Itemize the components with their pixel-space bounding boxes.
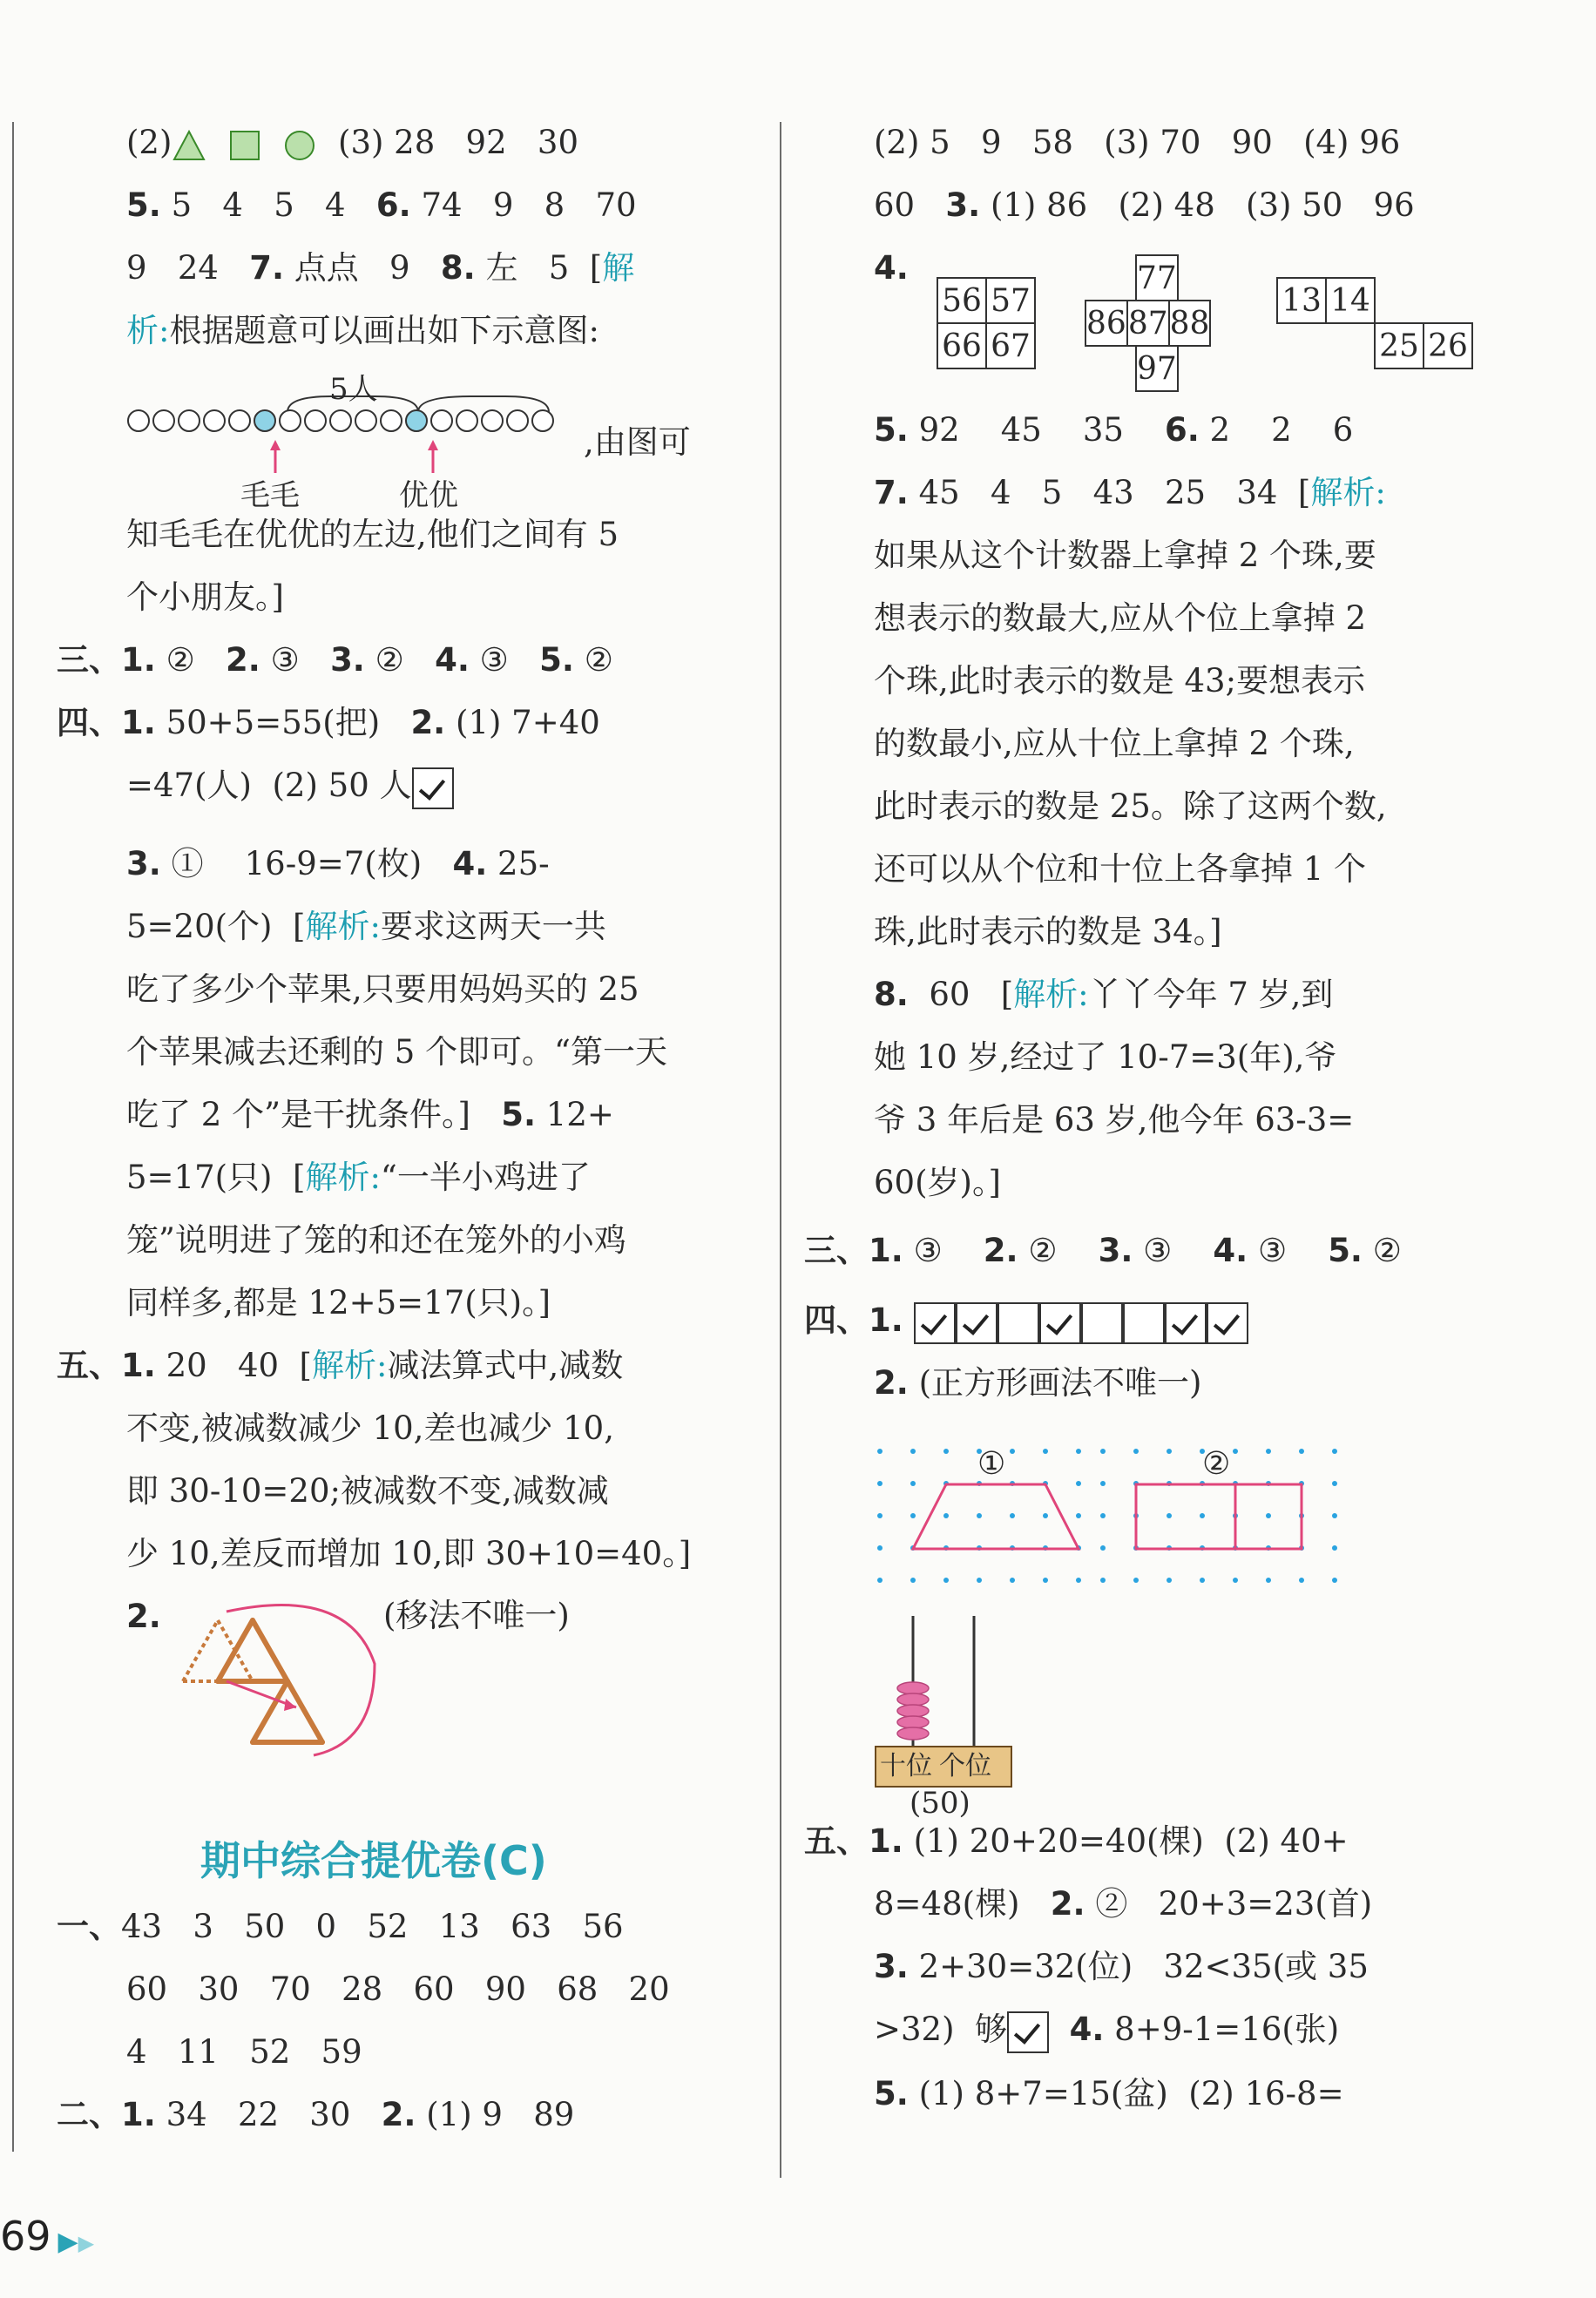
right-answer-line	[874, 1162, 1001, 1204]
question-number: 五、1.	[57, 1347, 156, 1384]
answer-text: ②	[1018, 1232, 1099, 1269]
check-box-checked	[412, 767, 454, 809]
figure-label-1: ①	[977, 1446, 1006, 1482]
answer-text: 2 2 6	[1199, 411, 1354, 449]
answer-text: ③	[1248, 1232, 1329, 1269]
question-number: 3.	[330, 641, 365, 679]
analysis-label: 解析:	[1013, 976, 1089, 1013]
grid-cell: 87	[1127, 301, 1169, 346]
left-answer-line	[126, 185, 637, 226]
answer-text: 5=20(个) [	[126, 908, 306, 945]
grid-dot	[910, 1578, 916, 1583]
answer-text: 吃了多少个苹果,只要用妈妈买的 25	[126, 970, 639, 1008]
answer-text: 60 [	[908, 976, 1014, 1013]
left-answer-line	[126, 765, 454, 809]
grid-dot	[1167, 1513, 1172, 1518]
left-answer-line	[57, 639, 613, 681]
answer-text: ③	[469, 641, 540, 679]
analysis-label: 解析:	[305, 908, 381, 945]
grid-dot	[1266, 1513, 1271, 1518]
left-answer-line	[126, 1969, 670, 2011]
grid-cell: 14	[1326, 278, 1375, 323]
question-number: 5.	[539, 641, 574, 679]
figure-label-2: ②	[1202, 1446, 1231, 1482]
answer-text: 知毛毛在优优的左边,他们之间有 5	[126, 516, 619, 553]
answer-text: 想表示的数最大,应从个位上拿掉 2	[874, 599, 1367, 637]
left-answer-line	[126, 122, 578, 164]
grid-dot	[1043, 1513, 1048, 1518]
youyou-label: 优优	[399, 478, 458, 513]
answer-text: 吃了 2 个”是干扰条件。]	[126, 1096, 502, 1133]
answer-text: 笼”说明进了笼的和还在笼外的小鸡	[126, 1221, 626, 1259]
question-number: 8.	[874, 976, 909, 1013]
ones-label: 个位	[939, 1751, 991, 1781]
left-answer-line	[126, 2031, 362, 2073]
left-answer-line	[126, 1220, 626, 1261]
right-answer-line	[874, 1883, 1372, 1925]
answer-text: 同样多,都是 12+5=17(只)。]	[126, 1284, 551, 1321]
answer-text: 珠,此时表示的数是 34。]	[874, 913, 1222, 950]
left-answer-line	[57, 2094, 574, 2136]
grid-dot	[1010, 1578, 1015, 1583]
right-answer-line	[874, 848, 1366, 890]
answer-text: 她 10 岁,经过了 10-7=3(年),爷	[874, 1038, 1337, 1076]
matchstick-svg	[174, 1594, 401, 1760]
grid-dot	[943, 1513, 949, 1518]
answer-text: 爷 3 年后是 63 岁,他今年 63-3=	[874, 1101, 1355, 1139]
grid-dot	[1043, 1578, 1048, 1583]
analysis-label: 析:	[126, 312, 170, 349]
maomao-label: 毛毛	[240, 478, 300, 513]
answer-text: 9 24	[126, 249, 250, 287]
grid-dot	[877, 1578, 883, 1583]
abacus	[871, 1603, 1045, 1821]
analysis-label: 解析:	[305, 1159, 381, 1196]
answer-text	[206, 124, 227, 161]
question-number: 2.	[983, 1232, 1018, 1269]
answer-text: 60(岁)。]	[874, 1164, 1001, 1201]
grid-dot	[1332, 1481, 1337, 1486]
answer-text: 20 40 [	[155, 1347, 312, 1384]
grid-dot	[1200, 1513, 1205, 1518]
answer-text: ②	[364, 641, 436, 679]
answer-text: 25-	[487, 845, 550, 882]
right-answer-line	[874, 974, 1333, 1016]
grid-dot	[1076, 1449, 1081, 1454]
left-answer-line	[126, 577, 284, 618]
answer-text: (1) 20+20=40(棵) (2) 40+	[903, 1822, 1349, 1860]
question-number: 三、1.	[57, 641, 156, 679]
grid-dot	[1200, 1578, 1205, 1583]
question-number: 8.	[440, 249, 476, 287]
answer-text: 左 5 [	[475, 249, 603, 287]
question-number: 7.	[874, 474, 909, 511]
question-number: 6.	[375, 186, 411, 224]
analysis-label: 解析:	[1310, 474, 1386, 511]
answer-text: “一半小鸡进了	[380, 1159, 591, 1196]
page-arrow-icon: ▶	[57, 2227, 78, 2257]
grid-dot	[910, 1513, 916, 1518]
grid-cell: 66	[937, 323, 986, 368]
answer-text: 8+9-1=16(张)	[1104, 2011, 1340, 2048]
abacus-base	[875, 1746, 1012, 1788]
answer-text: 50+5=55(把)	[155, 704, 411, 741]
answer-text: 92 45 35	[908, 411, 1165, 449]
left-margin-rule	[12, 122, 14, 2152]
right-answer-line	[804, 1821, 1349, 1862]
left-answer-line	[126, 1031, 667, 1073]
grid-dot	[1266, 1578, 1271, 1583]
answer-text: (3) 28 92 30	[317, 124, 578, 161]
answer-text: ③	[260, 641, 331, 679]
answer-text: (1) 86 (2) 48 (3) 50 96	[980, 186, 1415, 224]
grid-dot	[1266, 1449, 1271, 1454]
answer-text: 个珠,此时表示的数是 43;要想表示	[874, 662, 1366, 700]
left-answer-line	[126, 310, 599, 352]
question-number: 6.	[1164, 411, 1200, 449]
left-answer-line	[57, 1906, 624, 1948]
question-number: 四、1.	[804, 1301, 903, 1339]
answer-text: ②	[573, 641, 613, 679]
left-answer-line	[57, 702, 600, 744]
answer-text: 还可以从个位和十位上各拿掉 1 个	[874, 850, 1367, 888]
question-number: 四、1.	[57, 704, 156, 741]
tens-label: 十位	[880, 1751, 932, 1781]
square-icon	[227, 128, 262, 163]
answer-text: 74 9 8 70	[410, 186, 637, 224]
left-answer-line	[126, 1157, 591, 1199]
question-number: 4.	[435, 641, 470, 679]
answer-text: ②	[1363, 1232, 1402, 1269]
answer-text: 即 30-10=20;被减数不变,减数减	[126, 1472, 609, 1510]
question-number: 4.	[874, 249, 909, 287]
question-number: 五、1.	[804, 1822, 903, 1860]
dot-grid-svg	[871, 1446, 1359, 1585]
question-number: 二、1.	[57, 2096, 156, 2133]
left-answer-line	[126, 1094, 614, 1136]
question-number: 3.	[874, 1948, 909, 1985]
answer-text: 34 22 30	[155, 2096, 382, 2133]
check-box-checked	[1165, 1302, 1207, 1344]
answer-text: 60	[874, 186, 946, 224]
right-answer-line	[874, 723, 1355, 765]
right-answer-line	[874, 1946, 1369, 1988]
question-number: 2.	[126, 1598, 161, 1635]
number-grid-bottom-row	[1374, 322, 1473, 369]
left-answer-line	[126, 1282, 551, 1324]
analysis-label: 解	[602, 249, 635, 287]
grid-dot	[1100, 1513, 1106, 1518]
answer-text: 45 4 5 43 25 34 [	[908, 474, 1311, 511]
left-answer-line	[126, 1596, 161, 1638]
answer-text: (2)	[126, 124, 172, 161]
grid-dot	[1167, 1578, 1172, 1583]
answer-text: 个苹果减去还剩的 5 个即可。“第一天	[126, 1033, 667, 1071]
analysis-label: 解析:	[311, 1347, 388, 1384]
answer-text: 如果从这个计数器上拿掉 2 个珠,要	[874, 537, 1376, 574]
answer-text	[1049, 2011, 1070, 2048]
right-answer-line	[874, 660, 1365, 702]
question-number: 3.	[945, 186, 981, 224]
move-method-note: (移法不唯一)	[383, 1597, 570, 1634]
answer-text: (1) 8+7=15(盆) (2) 16-8=	[908, 2075, 1344, 2112]
check-box-checked	[914, 1302, 956, 1344]
number-grid-top-row	[1276, 277, 1376, 324]
answer-text: ③	[1133, 1232, 1214, 1269]
answer-text: 丫丫今年 7 岁,到	[1088, 976, 1334, 1013]
grid-dot	[1332, 1578, 1337, 1583]
question-number: 5.	[1328, 1232, 1363, 1269]
left-answer-line	[126, 1408, 614, 1450]
answer-text: 5 4 5 4	[160, 186, 376, 224]
left-answer-line	[126, 969, 639, 1010]
question-number: 5.	[501, 1096, 537, 1133]
left-answer-line	[126, 247, 634, 289]
answer-text: 60 30 70 28 60 90 68 20	[126, 1970, 670, 2008]
grid-dot	[1233, 1449, 1238, 1454]
grid-cell: 25	[1375, 323, 1424, 368]
check-box-empty	[1123, 1302, 1165, 1344]
grid-dot	[977, 1578, 982, 1583]
right-answer-line	[874, 247, 909, 289]
question-number: 7.	[249, 249, 285, 287]
left-answer-line	[126, 843, 550, 885]
grid-dot	[1010, 1449, 1015, 1454]
grid-cell: 13	[1277, 278, 1326, 323]
grid-dot	[1043, 1449, 1048, 1454]
answer-text: >32) 够	[874, 2011, 1008, 2048]
grid-dot	[1100, 1578, 1106, 1583]
question-number: 一、	[57, 1908, 121, 1945]
answer-text: (1) 7+40	[445, 704, 600, 741]
left-answer-line	[126, 1533, 691, 1575]
answer-text: 5=17(只) [	[126, 1159, 306, 1196]
answer-text: 减法算式中,减数	[387, 1347, 624, 1384]
right-answer-line	[874, 1037, 1336, 1078]
grid-dot	[1100, 1545, 1106, 1551]
left-answer-line	[126, 514, 619, 556]
right-answer-line	[804, 1300, 1248, 1344]
dot-grid-drawings	[871, 1446, 1359, 1585]
answer-text: (2) 5 9 58 (3) 70 90 (4) 96	[874, 124, 1401, 161]
answer-text: 要求这两天一共	[380, 908, 606, 945]
answer-text	[903, 1301, 914, 1339]
grid-dot	[1133, 1578, 1139, 1583]
answer-text: 不变,被减数减少 10,差也减少 10,	[126, 1409, 614, 1447]
question-number: 三、1.	[804, 1232, 903, 1269]
grid-dot	[943, 1578, 949, 1583]
grid-dot	[877, 1513, 883, 1518]
grid-dot	[910, 1449, 916, 1454]
right-answer-line	[804, 1230, 1402, 1272]
section-title: 期中综合提优卷(C)	[200, 1837, 547, 1884]
check-box-checked	[1039, 1302, 1081, 1344]
question-number: 5.	[126, 186, 161, 224]
grid-dot	[1100, 1481, 1106, 1486]
grid-dot	[1076, 1513, 1081, 1518]
grid-dot	[1076, 1578, 1081, 1583]
right-answer-line	[874, 911, 1222, 953]
grid-dot	[1332, 1545, 1337, 1551]
grid-dot	[1100, 1449, 1106, 1454]
answer-text: 的数最小,应从十位上拿掉 2 个珠,	[874, 725, 1355, 762]
grid-cell: 57	[986, 278, 1035, 323]
abacus-value: (50)	[910, 1786, 970, 1821]
position-diagram	[122, 370, 784, 518]
question-number: 5.	[874, 2075, 909, 2112]
abacus-svg	[871, 1603, 1045, 1751]
matchstick-figure	[174, 1594, 401, 1760]
answer-text: 4 11 52 59	[126, 2033, 362, 2071]
answer-text: 个小朋友。]	[126, 578, 284, 616]
question-number: 2.	[874, 1364, 909, 1402]
question-number: 2.	[226, 641, 260, 679]
grid-dot	[877, 1481, 883, 1486]
circle-icon	[282, 128, 317, 163]
answer-text: 12+	[536, 1096, 614, 1133]
grid-dot	[1332, 1513, 1337, 1518]
right-answer-line	[874, 185, 1415, 226]
grid-dot	[877, 1449, 883, 1454]
grid-dot	[1076, 1481, 1081, 1486]
grid-dot	[977, 1513, 982, 1518]
right-answer-line	[874, 2009, 1339, 2053]
grid-cell: 67	[986, 323, 1035, 368]
grid-cell: 88	[1169, 301, 1211, 346]
grid-dot	[910, 1481, 916, 1486]
check-box-checked	[1207, 1302, 1248, 1344]
grid-dot	[1299, 1449, 1304, 1454]
diagram-tail-text: ,由图可	[584, 423, 691, 461]
grid-dot	[943, 1449, 949, 1454]
question-number: 2.	[410, 704, 446, 741]
answer-text: 此时表示的数是 25。除了这两个数,	[874, 787, 1387, 825]
question-number: 3.	[126, 845, 161, 882]
left-answer-line	[126, 906, 606, 948]
answer-text: ① 16-9=7(枚)	[160, 845, 453, 882]
page-number-text: 69	[0, 2213, 51, 2260]
question-number: 4.	[1213, 1232, 1248, 1269]
answer-text: 少 10,差反而增加 10,即 30+10=40。]	[126, 1535, 692, 1572]
answer-text: 2+30=32(位) 32<35(或 35	[908, 1948, 1369, 1985]
right-answer-line	[874, 2073, 1344, 2115]
check-box-checked	[956, 1302, 998, 1344]
grid-cell: 86	[1085, 301, 1127, 346]
answer-text	[262, 124, 283, 161]
right-answer-line	[874, 598, 1366, 639]
grid-dot	[877, 1545, 883, 1551]
answer-text: ②	[155, 641, 227, 679]
question-number: 2.	[381, 2096, 416, 2133]
answer-text: 43 3 50 0 52 13 63 56	[121, 1908, 624, 1945]
grid-dot	[1133, 1449, 1139, 1454]
answer-text: ② 20+3=23(首)	[1085, 1885, 1373, 1923]
check-box-empty	[998, 1302, 1039, 1344]
grid-cell: 56	[937, 278, 986, 323]
grid-dot	[1233, 1578, 1238, 1583]
grid-dot	[1010, 1513, 1015, 1518]
grid-cell: 77	[1136, 255, 1178, 301]
answer-text: (1) 9 89	[416, 2096, 575, 2133]
page-number	[0, 2213, 94, 2260]
left-answer-line	[126, 1470, 609, 1512]
grid-dot	[1167, 1449, 1172, 1454]
right-answer-line	[874, 786, 1387, 828]
answer-text: 8=48(棵)	[874, 1885, 1051, 1923]
answer-text: 点点 9	[284, 249, 441, 287]
question-number: 4.	[452, 845, 488, 882]
right-answer-line	[874, 1362, 1201, 1404]
page-arrow-icon-light: ▶	[78, 2231, 95, 2255]
answer-text: 根据题意可以画出如下示意图:	[169, 312, 599, 349]
right-answer-line	[874, 472, 1386, 514]
answer-text: =47(人) (2) 50 人	[126, 767, 412, 804]
question-number: 5.	[874, 411, 909, 449]
number-grid-2x2	[937, 277, 1036, 369]
check-box-empty	[1081, 1302, 1123, 1344]
check-box-checked	[1007, 2011, 1049, 2053]
answer-text: (正方形画法不唯一)	[908, 1364, 1202, 1402]
right-answer-line	[874, 409, 1353, 451]
question-number: 4.	[1069, 2011, 1105, 2048]
left-answer-line	[57, 1345, 623, 1387]
grid-dot	[1332, 1449, 1337, 1454]
grid-dot	[1299, 1578, 1304, 1583]
triangle-icon	[172, 128, 206, 163]
right-answer-line	[874, 1099, 1354, 1141]
question-number: 2.	[1050, 1885, 1085, 1923]
grid-cell: 26	[1424, 323, 1472, 368]
right-answer-line	[874, 122, 1400, 164]
answer-text: ③	[903, 1232, 984, 1269]
question-number: 3.	[1098, 1232, 1133, 1269]
right-answer-line	[874, 535, 1376, 577]
grid-cell: 97	[1136, 346, 1178, 391]
people-count-label: 5人	[329, 372, 378, 407]
